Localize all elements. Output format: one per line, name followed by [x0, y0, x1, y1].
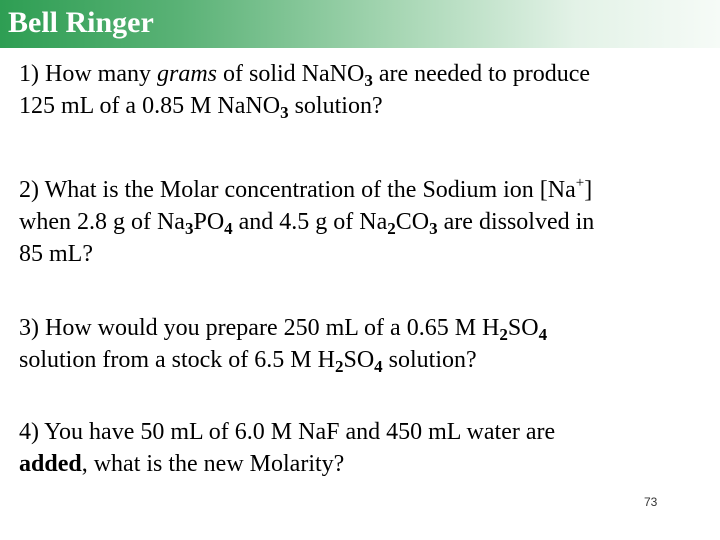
question-text: L of a 0.65 M H: [344, 315, 500, 341]
superscript: +: [575, 175, 585, 191]
question-text: solution from a stock of 6.5 M H: [19, 347, 335, 373]
subscript: 2: [334, 357, 344, 376]
question-text: You have 50 m: [44, 419, 190, 445]
question-text: L of 6.0 M Na: [189, 419, 327, 445]
question-3: [19, 312, 699, 376]
page-title: Bell Ringer: [8, 6, 154, 39]
page-number: 73: [644, 495, 658, 509]
subscript: 3: [280, 103, 289, 122]
question-text: What is the Molar concentration of the Sodium ion [Na: [44, 177, 576, 203]
question-text: solution?: [288, 93, 383, 119]
question-text: 85 m: [19, 241, 68, 267]
question-text: SO: [343, 347, 375, 373]
title-bar: [0, 0, 720, 48]
question-text: NO: [329, 61, 365, 87]
subscript: 3: [429, 219, 438, 238]
question-text: L of a 0.85 M Na: [79, 93, 246, 119]
question-text: , what is the new Molarity?: [81, 451, 345, 477]
question-text: CO: [395, 209, 430, 235]
question-text: PO: [193, 209, 225, 235]
subscript: 3: [184, 219, 194, 238]
question-text: How would you prepare 250 m: [45, 315, 345, 341]
question-text: ]: [584, 177, 593, 203]
question-text: and 4.5 g of Na: [232, 209, 388, 235]
question-text: How many: [45, 61, 157, 87]
question-text: 125 m: [19, 93, 80, 119]
question-text: F and 450 m: [326, 419, 447, 445]
question-text: NO: [245, 93, 281, 119]
question-number: 4): [19, 419, 39, 445]
emphasis-text: added: [19, 451, 82, 477]
subscript: 2: [387, 219, 396, 238]
subscript: 4: [224, 219, 233, 238]
question-text: L water are: [446, 419, 556, 445]
question-number: 1): [19, 61, 39, 87]
question-text: when 2.8 g of Na: [19, 209, 185, 235]
question-text: of solid Na: [217, 61, 330, 87]
subscript: 2: [499, 325, 508, 344]
question-text: SO: [507, 315, 539, 341]
subscript: 3: [364, 71, 373, 90]
question-number: 3): [19, 315, 39, 341]
question-text: are dissolved in: [437, 209, 595, 235]
question-text: solution?: [382, 347, 477, 373]
question-1: [19, 58, 699, 122]
subscript: 4: [374, 357, 383, 376]
subscript: 4: [538, 325, 548, 344]
question-text: L?: [67, 241, 93, 267]
question-4: [19, 416, 699, 480]
question-2: [19, 174, 699, 270]
question-text: are needed to produce: [372, 61, 591, 87]
emphasis-text: grams: [156, 61, 217, 87]
question-number: 2): [19, 177, 39, 203]
